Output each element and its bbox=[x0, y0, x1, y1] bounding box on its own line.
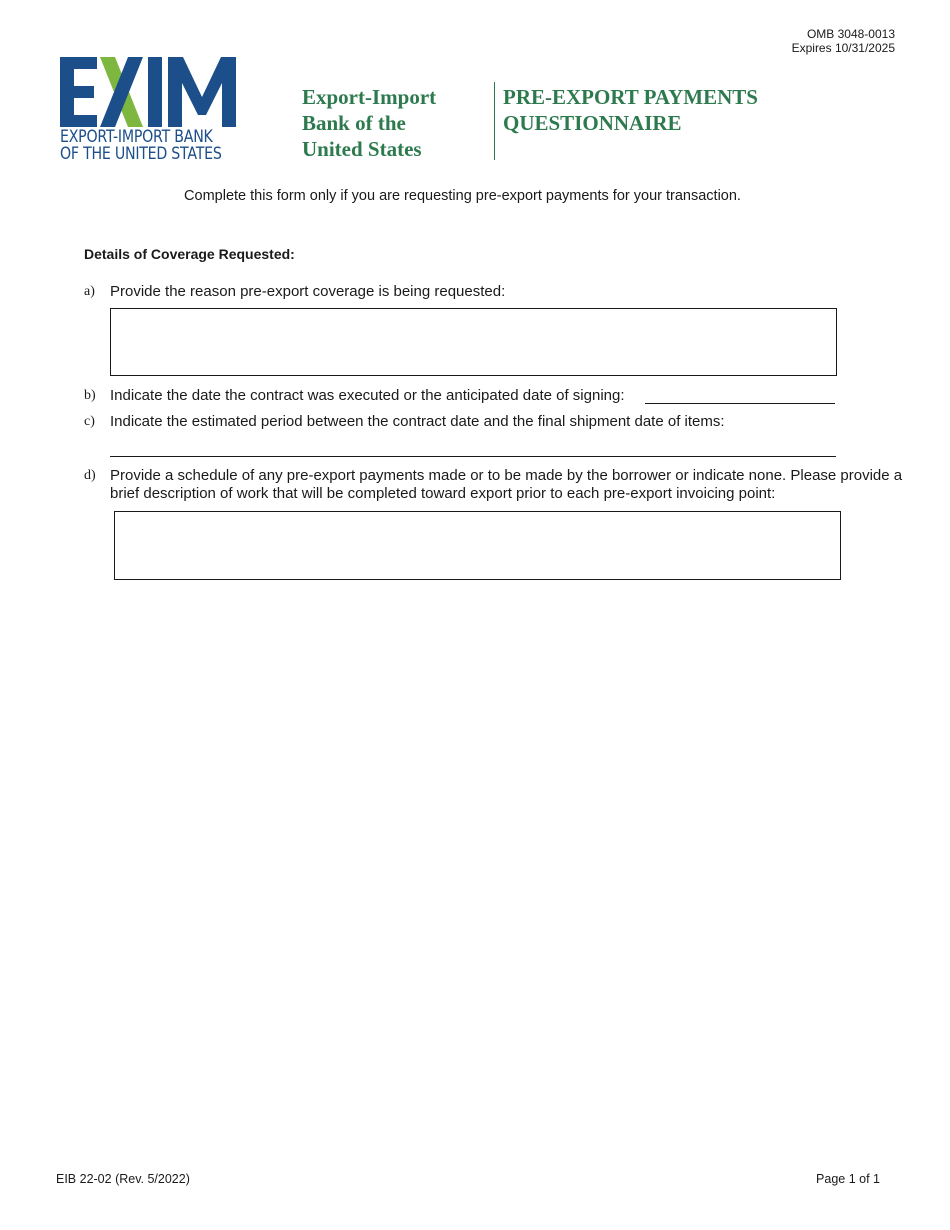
form-title-line: QUESTIONNAIRE bbox=[503, 111, 682, 135]
question-text: Indicate the date the contract was executed or the anticipated date of signing: bbox=[110, 387, 625, 404]
omb-info bbox=[792, 27, 895, 55]
question-text: Provide a schedule of any pre-export payments made or to be made by the borrower or indicate none. Please provide a brief description of work that will be completed toward export prior to each pre-export invoicing point: bbox=[110, 467, 903, 502]
question-text: Indicate the estimated period between the contract date and the final shipment date of items: bbox=[110, 413, 725, 430]
question-text: Provide the reason pre-export coverage is being requested: bbox=[110, 283, 506, 300]
form-title-line: PRE-EXPORT PAYMENTS bbox=[503, 85, 758, 109]
bank-name-line: United States bbox=[302, 137, 422, 161]
bank-name bbox=[302, 84, 482, 162]
intro-text: Complete this form only if you are requesting pre-export payments for your transaction. bbox=[184, 188, 741, 204]
payment-schedule-field[interactable] bbox=[114, 511, 841, 580]
question-letter: d) bbox=[84, 468, 96, 483]
question-letter: c) bbox=[84, 414, 95, 429]
exim-logo bbox=[60, 57, 240, 163]
exim-wordmark bbox=[60, 57, 238, 127]
bank-name-line: Bank of the bbox=[302, 111, 406, 135]
page-number: Page 1 of 1 bbox=[816, 1172, 880, 1186]
shipment-period-field[interactable] bbox=[110, 456, 836, 457]
omb-number: OMB 3048-0013 bbox=[806, 27, 895, 41]
section-heading: Details of Coverage Requested: bbox=[84, 246, 295, 262]
bank-name-line: Export-Import bbox=[302, 85, 437, 109]
form-id: EIB 22-02 (Rev. 5/2022) bbox=[56, 1172, 190, 1186]
contract-date-field[interactable] bbox=[645, 403, 835, 404]
reason-answer-field[interactable] bbox=[110, 308, 837, 376]
question-letter: a) bbox=[84, 284, 95, 299]
omb-expiration: Expires 10/31/2025 bbox=[791, 41, 895, 55]
form-title bbox=[503, 84, 823, 136]
header-divider bbox=[494, 82, 495, 160]
logo-line-1: EXPORT-IMPORT BANK bbox=[60, 127, 213, 146]
logo-line-2: OF THE UNITED STATES bbox=[60, 144, 222, 163]
question-letter: b) bbox=[84, 388, 96, 403]
